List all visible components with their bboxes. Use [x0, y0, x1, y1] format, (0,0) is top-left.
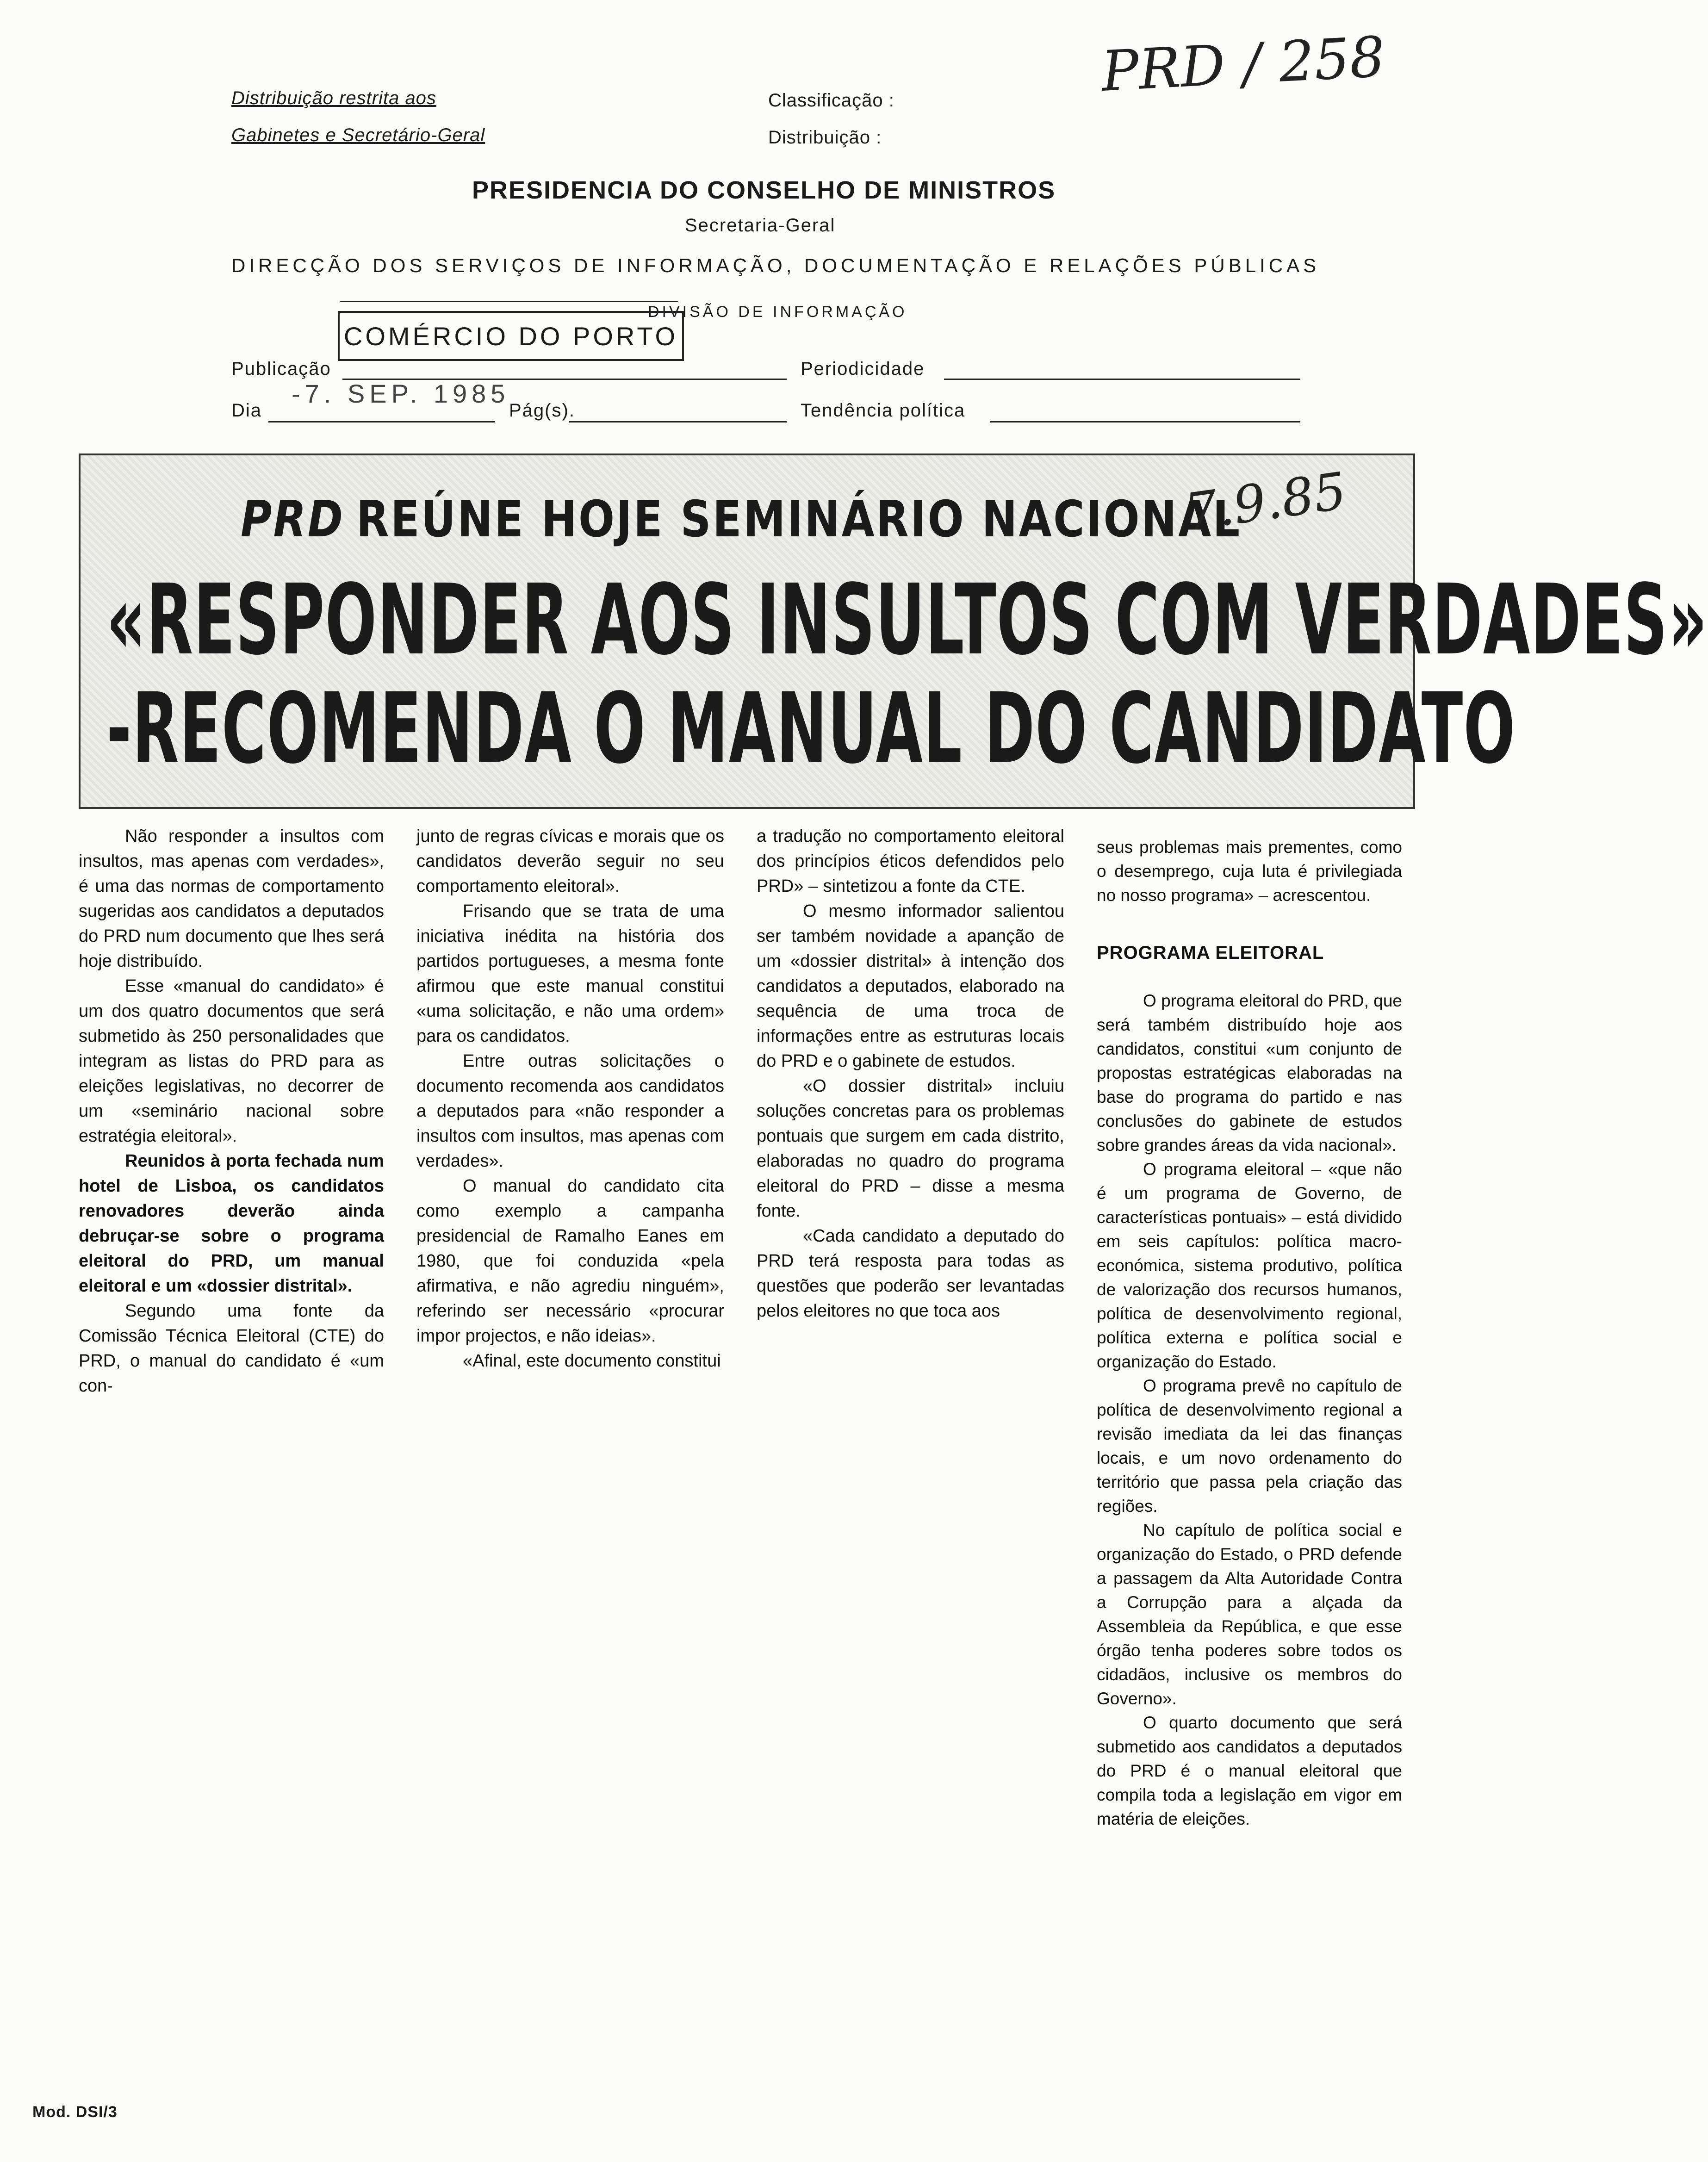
- kicker-party: PRD: [241, 491, 345, 548]
- paragraph: a tradução no comportamento eleitoral dos princípios éticos defendidos pelo PRD» – sintetizou a fonte da CTE.: [757, 826, 1064, 896]
- restricted-distribution-line1: Distribuição restrita aos: [231, 88, 436, 108]
- paragraph: junto de regras cívicas e morais que os candidatos deverão seguir no seu comportamento eleitoral».: [416, 826, 724, 896]
- article-column-2: [416, 824, 724, 1373]
- day-underline: [268, 421, 495, 422]
- article-column-4: [1097, 835, 1402, 1831]
- paragraph: «Afinal, este documento constitui: [463, 1351, 721, 1371]
- paragraph: «Cada candidato a deputado do PRD terá resposta para todas as questões que poderão ser levantadas pelos eleitores no que toca aos: [757, 1226, 1064, 1321]
- publication-label: Publicação: [231, 359, 331, 379]
- paragraph: No capítulo de política social e organização do Estado, o PRD defende a passagem da Alta Autoridade Contra a Corrupção para a alçada da Assembleia da República, e que esse órgão tenha poderes sobre todos os cidadãos, inclusive os membros do Governo».: [1097, 1521, 1402, 1708]
- paragraph: O programa eleitoral do PRD, que será também distribuído hoje aos candidatos, constitui «um conjunto de propostas estratégicas elaboradas na base do programa do partido e nas conclusões do gabinete de estudos sobre grandes áreas da vida nacional».: [1097, 991, 1402, 1155]
- kicker-text: REÚNE HOJE SEMINÁRIO NACIONAL: [356, 491, 1242, 548]
- periodicity-label: Periodicidade: [801, 359, 925, 379]
- directorate-line: DIRECÇÃO DOS SERVIÇOS DE INFORMAÇÃO, DOCUMENTAÇÃO E RELAÇÕES PÚBLICAS: [231, 255, 1320, 276]
- tendency-label: Tendência política: [801, 400, 966, 421]
- paragraph: O mesmo informador salientou ser também novidade a apanção de um «dossier distrital» à intenção dos candidatos a deputados, elaborado na sequência de uma troca de informações entre as estruturas locais do PRD e o gabinete de estudos.: [757, 901, 1064, 1071]
- institution-title: PRESIDENCIA DO CONSELHO DE MINISTROS: [472, 176, 1056, 204]
- paragraph: Não responder a insultos com insultos, mas apenas com verdades», é uma das normas de comportamento sugeridas aos candidatos a deputados do PRD num documento que lhes será hoje distribuído.: [79, 826, 384, 971]
- article-column-3: [757, 824, 1064, 1323]
- paragraph: Reunidos à porta fechada num hotel de Lisboa, os candidatos renovadores deverão ainda debruçar-se sobre o programa eleitoral do PRD, um manual eleitoral e um «dossier distrital».: [79, 1151, 384, 1296]
- publication-stamp: [338, 311, 684, 361]
- paragraph: Segundo uma fonte da Comissão Técnica Eleitoral (CTE) do PRD, o manual do candidato é «um con-: [79, 1301, 384, 1396]
- handwritten-date: 7.9.85: [1181, 461, 1350, 542]
- pages-underline: [569, 421, 787, 422]
- pages-label: Pág(s).: [509, 400, 575, 421]
- paragraph: O manual do candidato cita como exemplo a campanha presidencial de Ramalho Eanes em 1980, que foi conduzida «pela afirmativa, e não agrediu ninguém», referindo ser necessário «procurar impor projectos, e não ideias».: [416, 1176, 724, 1346]
- article-column-1: [79, 824, 384, 1398]
- form-code: Mod. DSI/3: [32, 2103, 118, 2121]
- paragraph: seus problemas mais prementes, como o desemprego, cuja luta é privilegiada no nosso programa» – acrescentou.: [1097, 838, 1402, 905]
- paragraph: «O dossier distrital» incluiu soluções concretas para os problemas pontuais que surgem em cada distrito, elaboradas no quadro do programa eleitoral do PRD – disse a mesma fonte.: [757, 1076, 1064, 1221]
- paragraph: O programa prevê no capítulo de política de desenvolvimento regional a revisão imediata da lei das finanças locais, e um novo ordenamento do território que passa pela criação das regiões.: [1097, 1376, 1402, 1516]
- paragraph: O quarto documento que será submetido aos candidatos a deputados do PRD é o manual eleitoral que compila toda a legislação em vigor em matéria de eleições.: [1097, 1713, 1402, 1828]
- tendency-underline: [990, 421, 1300, 422]
- paragraph: O programa eleitoral – «que não é um programa de Governo, de características pontuais» – está dividido em seis capítulos: política macro-económica, sistema produtivo, política de valorização dos recursos humanos, política de desenvolvimento regional, política externa e política social e organização do Estado.: [1097, 1160, 1402, 1371]
- section-heading: PROGRAMA ELEITORAL: [1097, 943, 1324, 963]
- headline-line2: -RECOMENDA O MANUAL DO CANDIDATO: [106, 672, 1516, 785]
- paragraph: Frisando que se trata de uma iniciativa inédita na história dos partidos portugueses, a mesma fonte afirmou que este manual constitui «uma solicitação, e não uma ordem» para os candidatos.: [416, 901, 724, 1046]
- division-line: DIVISÃO DE INFORMAÇÃO: [648, 303, 907, 321]
- secretariat-subtitle: Secretaria-Geral: [685, 215, 836, 236]
- handwritten-reference: PRD / 258: [1099, 25, 1387, 104]
- date-stamp: -7. SEP. 1985: [292, 379, 510, 408]
- kicker-headline: [241, 491, 1241, 548]
- headline-line1: «RESPONDER AOS INSULTOS COM VERDADES»: [106, 563, 1708, 677]
- restricted-distribution-line2: Gabinetes e Secretário-Geral: [231, 125, 485, 145]
- division-rule: [340, 301, 678, 302]
- publication-value: COMÉRCIO DO PORTO: [343, 321, 678, 351]
- paragraph: Entre outras solicitações o documento recomenda aos candidatos a deputados para «não responder a insultos com insultos, mas apenas com verdades».: [416, 1051, 724, 1171]
- paragraph: Esse «manual do candidato» é um dos quatro documentos que será submetido às 250 personalidades que integram as listas do PRD para as eleições legislativas, no decorrer de um «seminário nacional sobre estratégia eleitoral».: [79, 976, 384, 1146]
- day-label: Dia: [231, 400, 262, 421]
- classification-label: Classificação :: [768, 90, 894, 111]
- distribution-label: Distribuição :: [768, 127, 882, 148]
- periodicity-underline: [944, 379, 1300, 380]
